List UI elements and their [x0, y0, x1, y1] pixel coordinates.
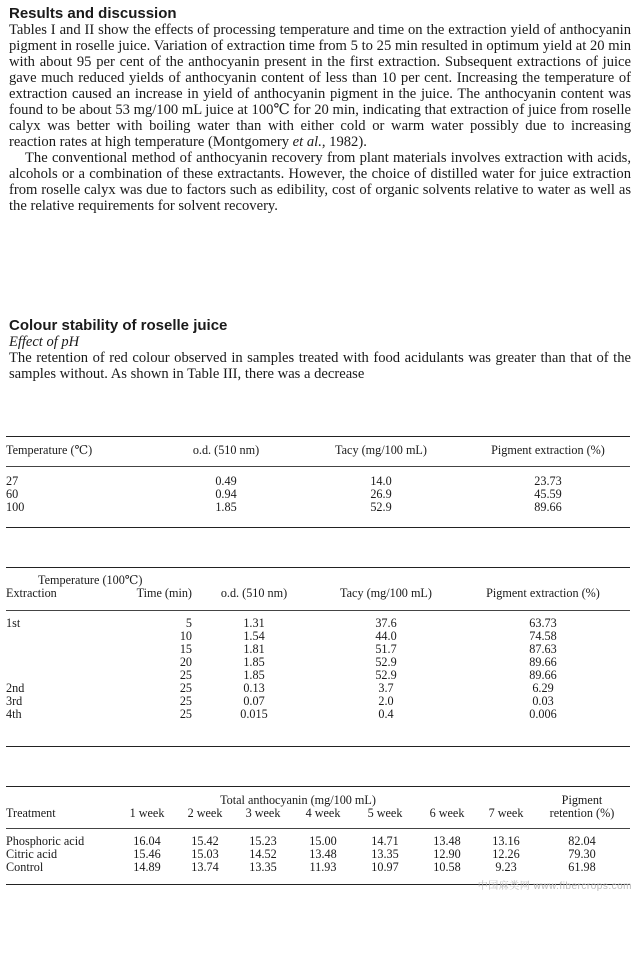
table2-header-row: [6, 587, 630, 600]
table2-row-cell: 0.006: [529, 707, 557, 721]
table2-row-cell: [6, 656, 114, 669]
results-paragraph-2: The conventional method of anthocyanin recovery from plant materials involves extraction with acids, alcohols or a combination of these extractants. However, the choice of distilled water for juice extraction from roselle calyx was due to factors such as edibility, cost of organic solvents relative to water as well as the relative requirements for solvent recovery.: [9, 150, 631, 214]
table3-header-cell: 1 week: [129, 806, 165, 820]
table2-header-rule: [6, 610, 630, 611]
table2-row-cell: 44.0: [375, 629, 397, 643]
table1-header-od: o.d. (510 nm): [192, 443, 260, 457]
table2-row-cell: 1.85: [243, 655, 265, 669]
table2-row-cell: 0.07: [243, 694, 265, 708]
table1-header-rule: [6, 466, 630, 467]
table1-row-cell: 0.94: [215, 487, 237, 501]
table2-row-cell: 20: [179, 655, 192, 669]
table2-row-cell: 15: [179, 642, 192, 656]
table2-bottom-rule: [6, 746, 630, 747]
table3-row-cell: 14.52: [249, 847, 277, 861]
table1-row-cell: 0.49: [215, 474, 237, 488]
table3-row-cell: 13.35: [249, 860, 277, 874]
table2-row-cell: [6, 630, 114, 643]
table3-header-cell: 6 week: [429, 806, 465, 820]
table1-row-cell: 26.9: [370, 487, 392, 501]
table3-header-rule: [6, 828, 630, 829]
table3-row: [6, 861, 630, 874]
table2-row-cell: 51.7: [375, 642, 397, 656]
table2-header-extraction: Extraction: [6, 586, 57, 600]
table3-header-cell: 3 week: [245, 806, 281, 820]
table1-header-temperature: Temperature (℃): [6, 443, 93, 457]
section-heading-results: Results and discussion: [9, 5, 177, 22]
table2-row-cell: 25: [179, 707, 192, 721]
colour-stability-section: [9, 318, 631, 382]
table2-row-cell: 0.015: [240, 707, 268, 721]
table3-header-cell: 5 week: [367, 806, 403, 820]
table3-row-cell: 13.48: [309, 847, 337, 861]
table2-group-header: Temperature (100℃): [38, 573, 143, 587]
table2-row-cell: 87.63: [529, 642, 557, 656]
table3-group-header: Total anthocyanin (mg/100 mL): [220, 793, 376, 807]
table3-row-cell: 12.26: [492, 847, 520, 861]
table3-header-cell: retention (%): [549, 806, 615, 820]
table3-row-cell: 13.16: [492, 834, 520, 848]
table2-row-cell: 1.85: [243, 668, 265, 682]
table2-row-cell: 52.9: [375, 668, 397, 682]
table2-row-cell: 3rd: [6, 694, 23, 708]
table3-row-cell: 79.30: [568, 847, 596, 861]
table2-row-cell: 1.31: [243, 616, 265, 630]
table2-row-cell: 0.4: [378, 707, 394, 721]
table1-row-cell: 100: [6, 500, 25, 514]
table3-row-cell: 12.90: [433, 847, 461, 861]
table2-row-cell: 25: [179, 681, 192, 695]
table3-row-cell: 16.04: [133, 834, 161, 848]
results-paragraph-1: Tables I and II show the effects of processing temperature and time on the extraction yield of anthocyanin pigment in roselle juice. Variation of extraction time from 5 to 25 min resulted in optimum yield at 20 min with about 95 per cent of the anthocyanin present in the first extraction. Subsequent extractions of juice gave much reduced yields of anthocyanin content of less than 10 per cent. Increasing the temperature of extraction caused an increase in yield of anthocyanin pigment in the juice. The anthocyanin content was found to be about 53 mg/100 mL juice at 100℃ for 20 min, indicating that extraction of juice from roselle calyx was better with boiling water than with either cold or warm water possibly due to increasing reaction rates at high temperature (Montgomery et al., 1982).: [9, 22, 631, 150]
table1-top-rule: [6, 436, 630, 437]
table3-row-cell: 13.74: [191, 860, 219, 874]
site-watermark: 中国麻类网 www.fibercrops.com: [477, 881, 632, 892]
table3-row-cell: 15.03: [191, 847, 219, 861]
table3-row-cell: 15.42: [191, 834, 219, 848]
table2-row-cell: 5: [185, 616, 192, 630]
table3-row-cell: 61.98: [568, 860, 596, 874]
table1-header-row: [6, 444, 630, 457]
table3-row-cell: 9.23: [495, 860, 517, 874]
table3-row-cell: 15.23: [249, 834, 277, 848]
table2-row-cell: 4th: [6, 707, 22, 721]
subheading-effect-of-ph: Effect of pH: [9, 334, 80, 350]
table1-row-cell: 60: [6, 487, 19, 501]
table3-row-cell: Control: [6, 860, 44, 874]
table3-header-cell: 2 week: [187, 806, 223, 820]
table2-row-cell: 37.6: [375, 616, 397, 630]
table2-header-tacy: Tacy (mg/100 mL): [340, 586, 432, 600]
table3-row-cell: Citric acid: [6, 847, 58, 861]
table1-row-cell: 45.59: [534, 487, 562, 501]
table1-row-cell: 27: [6, 474, 19, 488]
table2-row-cell: 1.81: [243, 642, 265, 656]
table1-header-tacy: Tacy (mg/100 mL): [335, 443, 427, 457]
table3-row-cell: 14.71: [371, 834, 399, 848]
table2-row-cell: 74.58: [529, 629, 557, 643]
table3-row-cell: 13.48: [433, 834, 461, 848]
citation-et-al: et al.: [292, 134, 322, 150]
table1-row-cell: 1.85: [215, 500, 237, 514]
table3-row-cell: 15.00: [309, 834, 337, 848]
table2-row-cell: 2nd: [6, 681, 25, 695]
table1-header-pigment: Pigment extraction (%): [491, 443, 605, 457]
table3-header-cell: Treatment: [6, 806, 56, 820]
table2-row-cell: 25: [179, 668, 192, 682]
table3-row-cell: 11.93: [309, 860, 337, 874]
table2-row-cell: 3.7: [378, 681, 394, 695]
table3-row-cell: 13.35: [371, 847, 399, 861]
table3-top-rule: [6, 786, 630, 787]
table-3-body: [6, 835, 630, 955]
table2-row-cell: 0.13: [243, 681, 265, 695]
table3-header-row: [6, 807, 630, 820]
table-2-body: [6, 617, 630, 737]
table1-row-cell: 52.9: [370, 500, 392, 514]
table3-row-cell: Phosphoric acid: [6, 834, 85, 848]
table2-top-rule: [6, 567, 630, 568]
table2-header-pigment: Pigment extraction (%): [486, 586, 600, 600]
table2-row-cell: 0.03: [532, 694, 554, 708]
table2-row-cell: 10: [179, 629, 192, 643]
table1-row: [6, 501, 630, 514]
table1-bottom-rule: [6, 527, 630, 528]
section-heading-colour-stability: Colour stability of roselle juice: [9, 317, 228, 334]
table1-row-cell: 89.66: [534, 500, 562, 514]
table1-row-cell: 23.73: [534, 474, 562, 488]
table3-pigment-header: Pigment: [561, 793, 603, 807]
table2-row-cell: 63.73: [529, 616, 557, 630]
table3-header-cell: 4 week: [305, 806, 341, 820]
table2-row: [6, 708, 630, 721]
table3-row-cell: 82.04: [568, 834, 596, 848]
table3-row-cell: 10.97: [371, 860, 399, 874]
table3-row-cell: 10.58: [433, 860, 461, 874]
table2-header-od: o.d. (510 nm): [220, 586, 288, 600]
table2-row-cell: 2.0: [378, 694, 394, 708]
table2-row-cell: 89.66: [529, 655, 557, 669]
table2-row-cell: 25: [179, 694, 192, 708]
table3-row-cell: 14.89: [133, 860, 161, 874]
table3-header-cell: 7 week: [488, 806, 524, 820]
table2-row-cell: [6, 643, 114, 656]
table2-row-cell: 89.66: [529, 668, 557, 682]
table2-row-cell: 6.29: [532, 681, 554, 695]
table2-header-time: Time (min): [136, 586, 192, 600]
results-section: [9, 6, 631, 214]
table2-row-cell: 1.54: [243, 629, 265, 643]
table2-row-cell: 1st: [6, 616, 21, 630]
table2-row-cell: 52.9: [375, 655, 397, 669]
table3-row-cell: 15.46: [133, 847, 161, 861]
table1-row-cell: 14.0: [370, 474, 392, 488]
colour-stability-paragraph: The retention of red colour observed in samples treated with food acidulants was greater than that of the samples without. As shown in Table III, there was a decrease: [9, 350, 631, 382]
